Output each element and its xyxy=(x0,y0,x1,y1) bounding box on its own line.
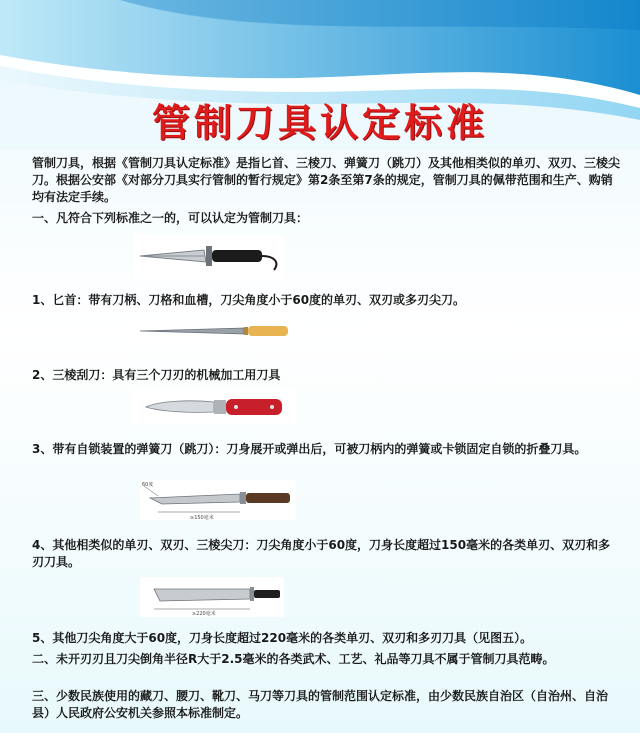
section1-heading: 一、凡符合下列标准之一的，可以认定为管制刀具： xyxy=(32,211,309,225)
spring-knife-image xyxy=(132,390,296,424)
fig4-length-label: ≥150毫米 xyxy=(190,515,214,520)
single-edge-knife-diagram xyxy=(140,480,296,520)
item-4-similar-knives: 4、其他相类似的单刃、双刃、三棱尖刀：刀尖角度小于60度，刀身长度超过150毫米的各类单刃、双刃和多刃刀具。 xyxy=(32,538,611,569)
item-1-dagger: 1、匕首：带有刀柄、刀格和血槽，刀尖角度小于60度的单刃、双刃或多刃尖刀。 xyxy=(32,293,466,307)
intro-paragraph: 管制刀具，根据《管制刀具认定标准》是指匕首、三棱刀、弹簧刀（跳刀）及其他相类似的单刃、双刃、三棱尖刀。根据公安部《对部分刀具实行管制的暂行规定》第2条至第7条的规定，管制刀具的佩带范围和生产、购销均有法定手续。 xyxy=(32,156,621,204)
item-5-long-knives: 5、其他刀尖角度大于60度，刀身长度超过220毫米的各类单刃、双刃和多刃刀具（见图五）。 xyxy=(32,631,533,645)
page-title: 管制刀具认定标准 xyxy=(151,101,488,145)
section-2: 二、未开刃刃且刀尖倒角半径R大于2.5毫米的各类武术、工艺、礼品等刀具不属于管制刀具范畴。 xyxy=(32,652,555,666)
item-2-triangular-scraper: 2、三棱刮刀：具有三个刀刃的机械加工用刀具 xyxy=(32,368,281,382)
item-3-spring-knife: 3、带有自锁装置的弹簧刀（跳刀）：刀身展开或弹出后，可被刀柄内的弹簧或卡锁固定自锁的折叠刀具。 xyxy=(32,442,587,456)
triangular-scraper-image xyxy=(134,318,294,344)
fig5-length-label: ≥220毫米 xyxy=(192,611,216,617)
fig4-angle-label: 60度 xyxy=(142,482,154,488)
long-knife-diagram xyxy=(140,577,284,617)
section-3: 三、少数民族使用的藏刀、腰刀、靴刀、马刀等刀具的管制范围认定标准，由少数民族自治区（自治州、自治县）人民政府公安机关参照本标准制定。 xyxy=(32,689,609,720)
dagger-image xyxy=(134,234,284,279)
